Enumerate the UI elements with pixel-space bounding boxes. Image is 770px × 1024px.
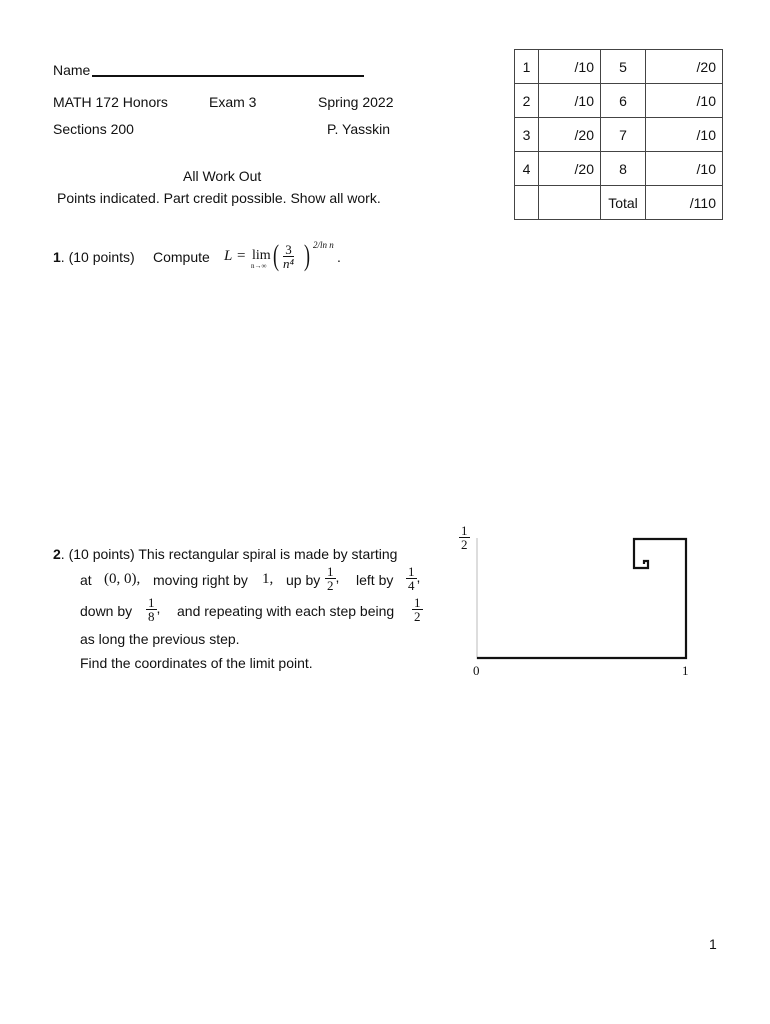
math-exponent: 2/ln n xyxy=(313,240,334,250)
fraction-denominator: 2 xyxy=(327,578,334,593)
problem-line: . (10 points) This rectangular spiral is made by starting xyxy=(60,546,398,562)
fraction-step xyxy=(412,596,423,623)
text-at: at xyxy=(80,572,92,588)
math-equals: = xyxy=(237,248,246,264)
table-cell: /10 xyxy=(646,84,723,118)
problem-verb: Compute xyxy=(153,249,210,265)
x-tick-label-1: 1 xyxy=(682,663,689,678)
table-cell: 6 xyxy=(601,84,646,118)
fraction-quarter xyxy=(406,565,417,592)
name-label: Name xyxy=(53,62,91,78)
text-moving-right: moving right by xyxy=(153,572,248,588)
text-left-by: left by xyxy=(356,572,394,588)
table-cell: 3 xyxy=(515,118,539,152)
table-cell: 5 xyxy=(601,50,646,84)
instructions: Points indicated. Part credit possible. Show all work. xyxy=(57,190,381,206)
problem-points: . (10 points) xyxy=(60,249,135,265)
fraction-denominator: 2 xyxy=(461,537,468,552)
table-cell: /110 xyxy=(646,186,723,220)
fraction-eighth xyxy=(146,596,157,623)
exam-title: Exam 3 xyxy=(209,94,257,110)
table-cell xyxy=(515,186,539,220)
table-row xyxy=(515,84,723,118)
fraction-half xyxy=(325,565,336,592)
table-row xyxy=(515,186,723,220)
page-number: 1 xyxy=(709,936,717,952)
problem-line: Find the coordinates of the limit point. xyxy=(80,655,313,671)
sections: Sections 200 xyxy=(53,121,134,137)
fraction-numerator: 3 xyxy=(285,242,292,257)
table-cell: /20 xyxy=(539,152,601,186)
left-paren: ( xyxy=(273,239,279,272)
y-tick-label xyxy=(459,524,470,551)
spiral-path xyxy=(477,539,686,658)
fraction-denominator: 8 xyxy=(148,609,155,624)
x-tick-label-0: 0 xyxy=(473,663,480,678)
table-cell: 1 xyxy=(515,50,539,84)
math-one: 1, xyxy=(262,571,274,587)
problem-line: as long the previous step. xyxy=(80,631,240,647)
problem-number: 1 xyxy=(53,249,61,265)
fraction-denominator: n⁴ xyxy=(283,256,295,271)
problem-number: 2 xyxy=(53,546,61,562)
table-cell: /10 xyxy=(646,118,723,152)
score-table xyxy=(514,49,723,220)
math-lim: lim xyxy=(252,248,271,263)
name-blank-line[interactable] xyxy=(92,75,364,77)
table-cell: /10 xyxy=(539,50,601,84)
fraction-numerator: 1 xyxy=(408,564,415,579)
table-cell: Total xyxy=(601,186,646,220)
table-cell: 2 xyxy=(515,84,539,118)
text-down-by: down by xyxy=(80,603,133,619)
math-lim-subscript: n→∞ xyxy=(251,262,267,270)
table-cell: /10 xyxy=(646,152,723,186)
fraction-numerator: 1 xyxy=(461,523,468,538)
fraction-numerator: 1 xyxy=(414,595,421,610)
fraction-denominator: 4 xyxy=(408,578,415,593)
instructor: P. Yasskin xyxy=(327,121,391,137)
table-cell: 7 xyxy=(601,118,646,152)
table-cell: 8 xyxy=(601,152,646,186)
text-repeating: and repeating with each step being xyxy=(177,603,395,619)
right-paren: ) xyxy=(304,239,310,272)
fraction-numerator: 1 xyxy=(148,595,155,610)
math-fraction xyxy=(281,243,296,270)
fraction-denominator: 2 xyxy=(414,609,421,624)
table-row xyxy=(515,118,723,152)
fraction-numerator: 1 xyxy=(327,564,334,579)
all-work-note: All Work Out xyxy=(183,168,262,184)
table-row xyxy=(515,152,723,186)
course-title: MATH 172 Honors xyxy=(53,94,168,110)
text-up-by: up by xyxy=(286,572,321,588)
table-cell: 4 xyxy=(515,152,539,186)
table-cell: /20 xyxy=(646,50,723,84)
math-period: . xyxy=(337,249,341,265)
table-row xyxy=(515,50,723,84)
table-cell xyxy=(539,186,601,220)
math-symbol-L: L xyxy=(224,248,233,264)
table-cell: /10 xyxy=(539,84,601,118)
math-origin: (0, 0), xyxy=(104,571,141,587)
term: Spring 2022 xyxy=(318,94,394,110)
table-cell: /20 xyxy=(539,118,601,152)
